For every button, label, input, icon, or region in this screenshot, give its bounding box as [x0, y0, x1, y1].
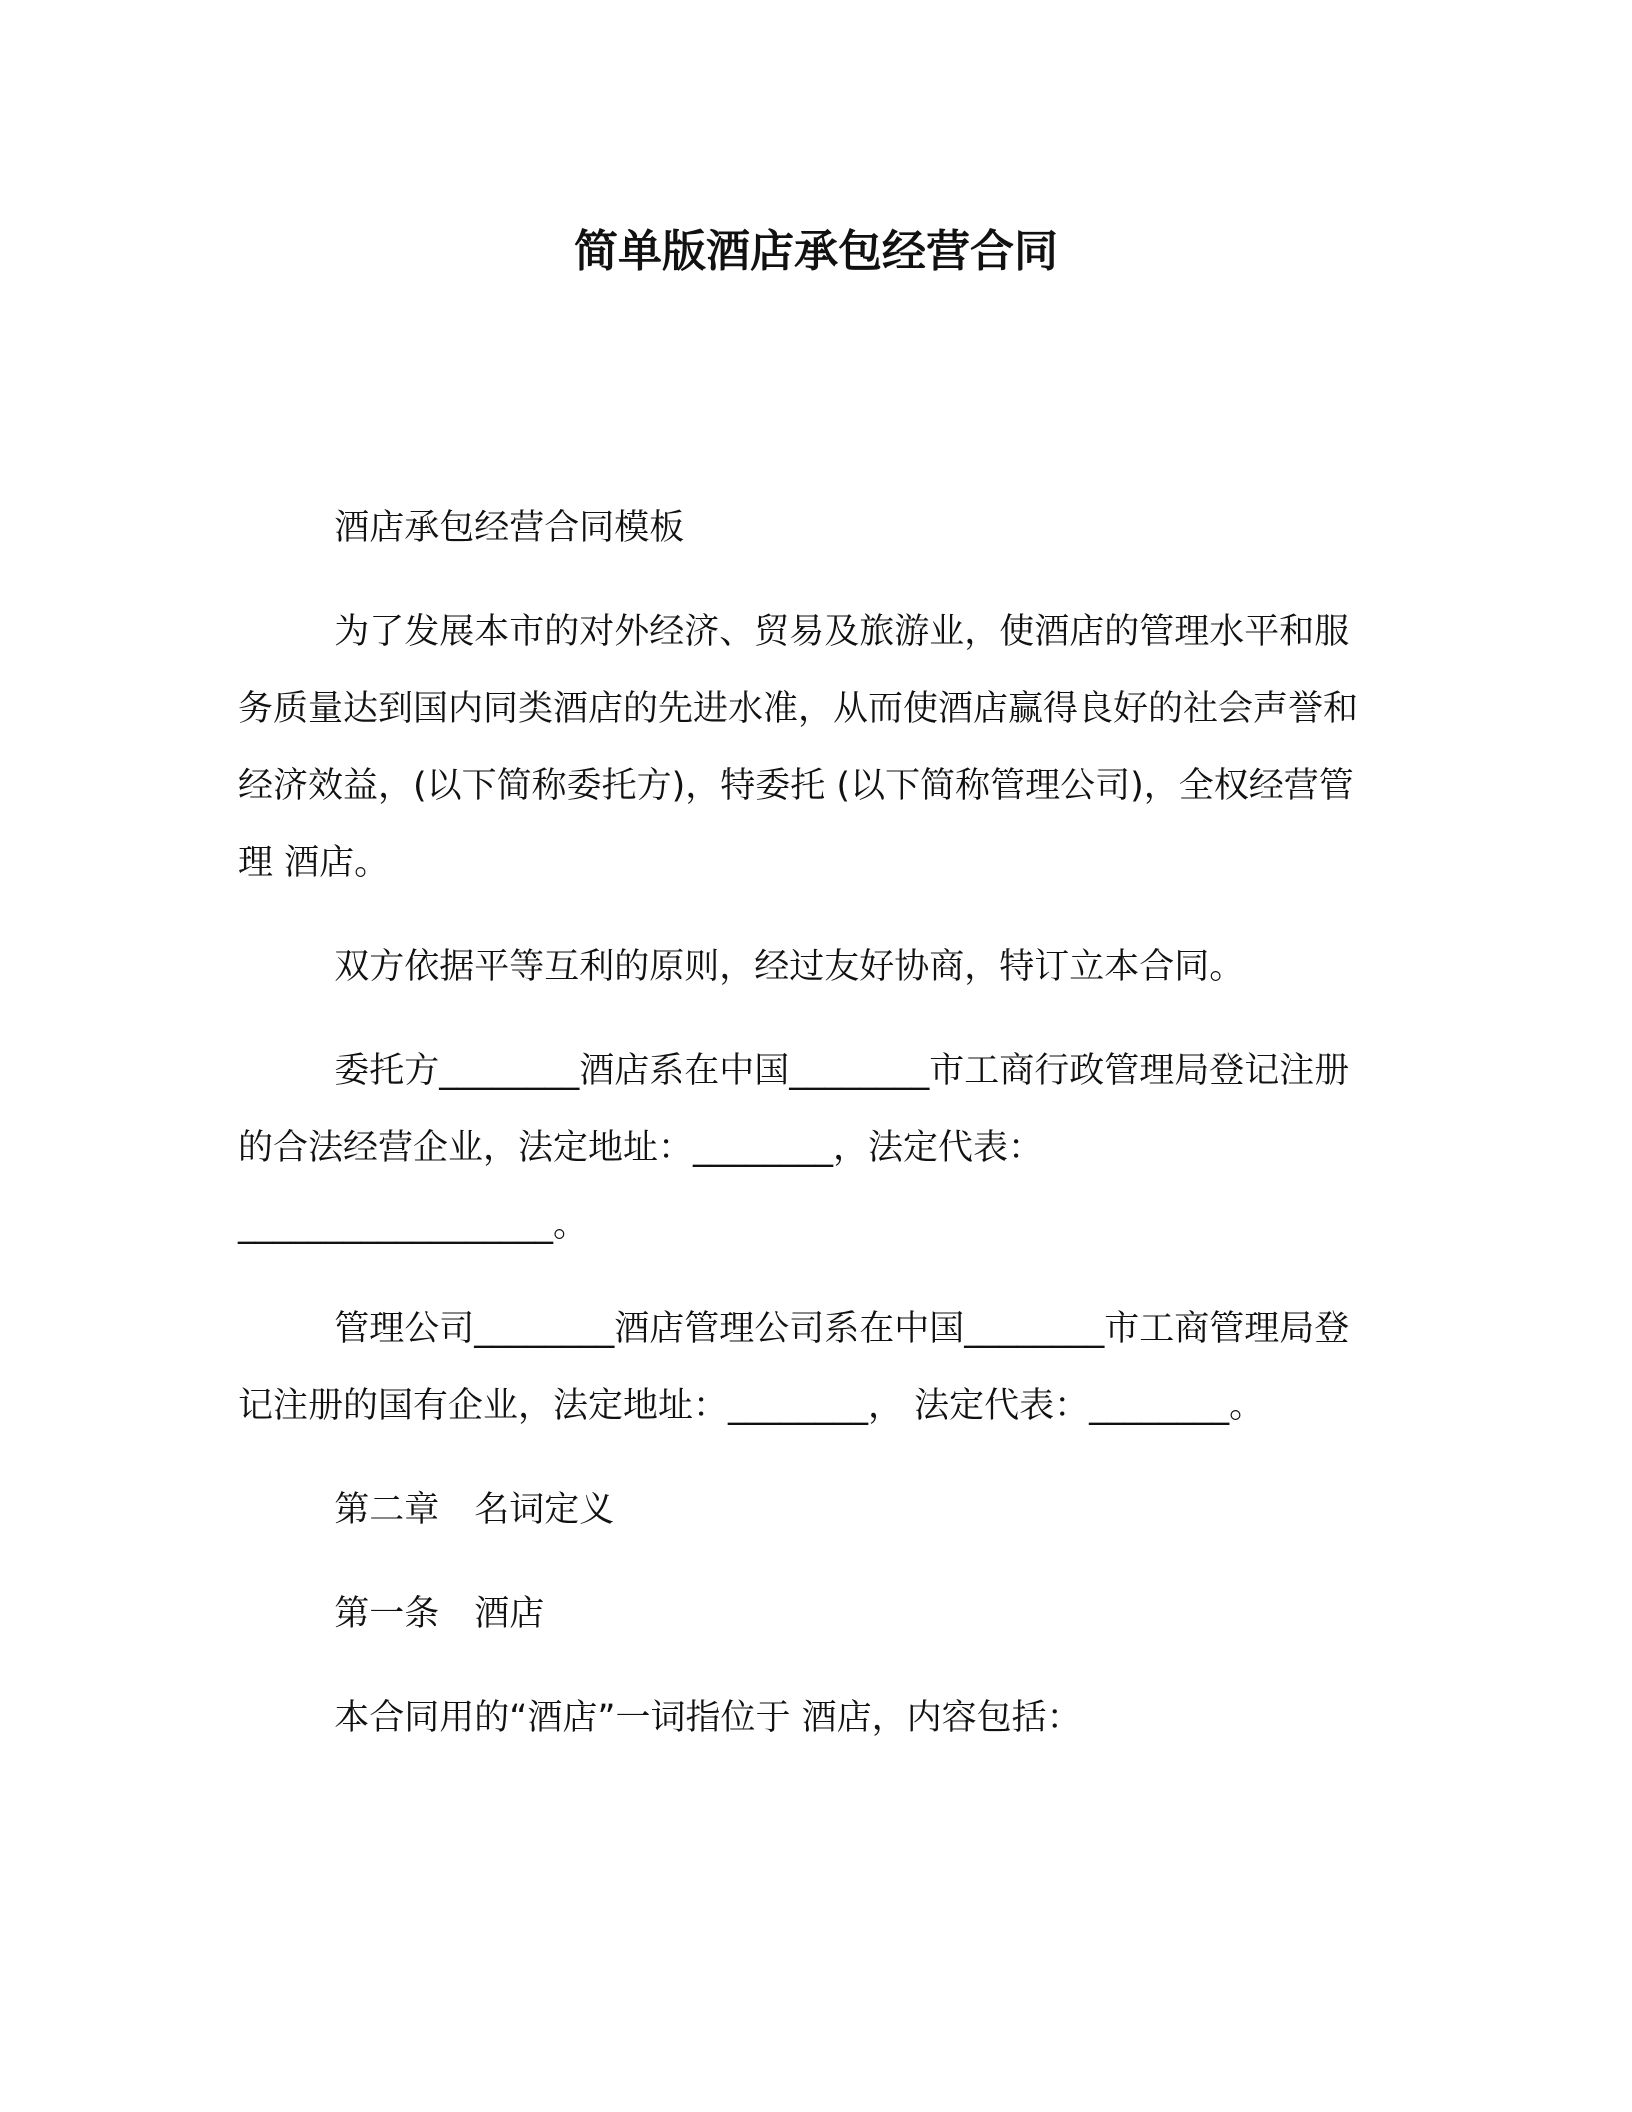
- purpose-paragraph: 为了发展本市的对外经济、贸易及旅游业，使酒店的管理水平和服务质量达到国内同类酒店的先进水准，从而使酒店赢得良好的社会声誉和经济效益，(以下简称委托方)，特委托 (以下简称管理公司)，全权经营管理 酒店。: [238, 612, 1359, 883]
- principal-party-paragraph: 委托方________酒店系在中国________市工商行政管理局登记注册的合法经营企业，法定地址：________，法定代表：__________________。: [238, 1051, 1350, 1245]
- chapter-heading: 第二章 名词定义: [334, 1490, 615, 1530]
- document-body: [238, 490, 1378, 1784]
- article-heading: 第一条 酒店: [334, 1594, 545, 1634]
- hotel-definition-paragraph: 本合同用的“酒店”一词指位于 酒店，内容包括：: [334, 1698, 1082, 1738]
- document-title: 简单版酒店承包经营合同: [574, 226, 1058, 277]
- template-heading: 酒店承包经营合同模板: [334, 508, 685, 548]
- management-company-paragraph: 管理公司________酒店管理公司系在中国________市工商管理局登记注册的国有企业，法定地址：________， 法定代表：________。: [238, 1309, 1350, 1426]
- agreement-paragraph: 双方依据平等互利的原则，经过友好协商，特订立本合同。: [334, 947, 1245, 987]
